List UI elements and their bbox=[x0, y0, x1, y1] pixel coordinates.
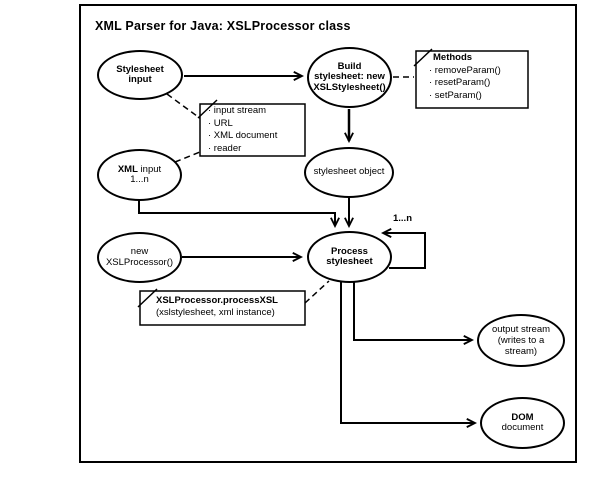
dashed-link-process-call-note bbox=[305, 281, 329, 303]
node-label: Build bbox=[337, 60, 362, 72]
dashed-link-xml-input-note bbox=[175, 152, 200, 162]
note-methods bbox=[429, 52, 501, 102]
note-item: (xslstylesheet, xml instance) bbox=[156, 306, 275, 318]
note-title: Methods bbox=[433, 52, 473, 63]
node-label: stylesheet: new bbox=[314, 71, 385, 83]
diagram-title: XML Parser for Java: XSLProcessor class bbox=[95, 19, 351, 33]
node-dom-document bbox=[480, 397, 565, 449]
note-item: · XML document bbox=[208, 130, 278, 141]
node-new-xslprocessor bbox=[97, 232, 182, 283]
node-process-stylesheet bbox=[307, 231, 392, 283]
node-build-stylesheet bbox=[307, 47, 392, 108]
node-stylesheet-object bbox=[304, 147, 394, 198]
note-item: · URL bbox=[208, 117, 233, 129]
node-label: input bbox=[128, 74, 152, 85]
node-label: new bbox=[130, 246, 149, 257]
node-xml-input bbox=[97, 149, 182, 201]
note-item: · resetParam() bbox=[429, 77, 491, 88]
node-label: (writes to a bbox=[497, 335, 545, 346]
node-label: Process bbox=[331, 245, 368, 257]
node-label: XML input bbox=[117, 163, 162, 175]
node-label: output stream bbox=[491, 324, 551, 335]
arrow-process-to-output-stream bbox=[354, 281, 472, 340]
dashed-link-stylesheet-input-note bbox=[167, 94, 201, 119]
node-label: stream) bbox=[504, 346, 538, 357]
node-label: XSLProcessor() bbox=[105, 256, 174, 268]
note-process-call bbox=[156, 295, 278, 318]
node-label: stylesheet bbox=[326, 256, 373, 267]
note-title: XSLProcessor.processXSL bbox=[156, 295, 278, 306]
node-label: DOM bbox=[511, 411, 534, 423]
note-item: · removeParam() bbox=[429, 64, 501, 76]
node-label: stylesheet object bbox=[313, 166, 385, 178]
note-item: · reader bbox=[208, 142, 242, 154]
node-label: document bbox=[501, 422, 544, 433]
note-input-sources bbox=[208, 105, 277, 155]
note-item: · setParam() bbox=[429, 89, 482, 101]
node-stylesheet-input bbox=[97, 50, 183, 100]
arrow-process-to-dom-document bbox=[341, 281, 475, 423]
node-label: XSLStylesheet() bbox=[313, 81, 386, 93]
node-label: Stylesheet bbox=[116, 63, 164, 75]
node-output-stream bbox=[477, 314, 565, 367]
loop-multiplicity-label: 1...n bbox=[393, 213, 413, 224]
node-label: 1...n bbox=[130, 174, 149, 185]
note-item: · input stream bbox=[208, 105, 267, 116]
arrow-xml-input-to-process bbox=[139, 200, 335, 226]
